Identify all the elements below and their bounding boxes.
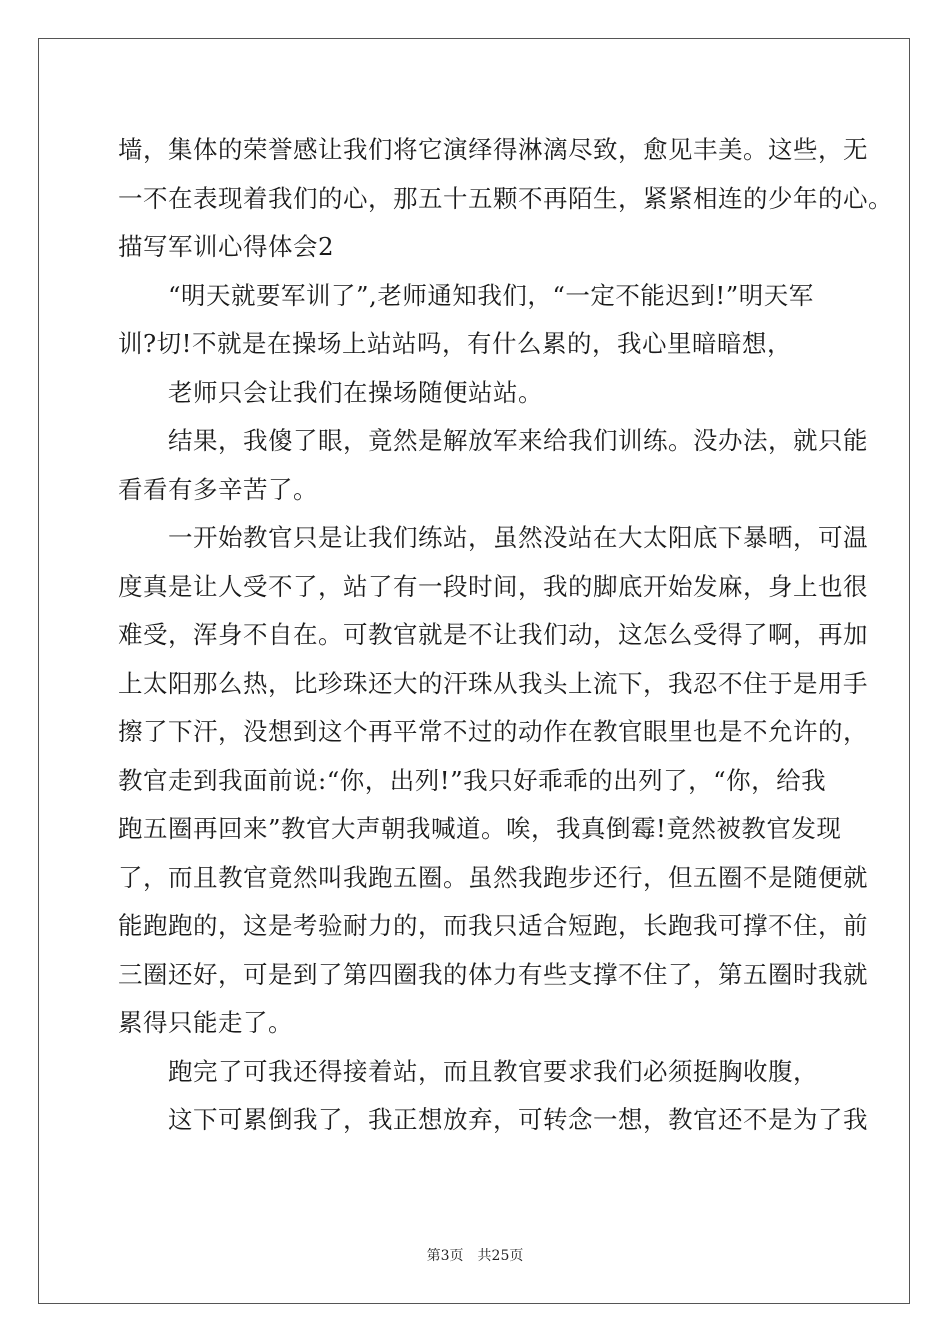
page-footer xyxy=(0,1245,950,1265)
text-line: 三圈还好，可是到了第四圈我的体力有些支撑不住了，第五圈时我就 xyxy=(118,959,868,989)
text-line: 墙，集体的荣誉感让我们将它演绎得淋漓尽致，愈见丰美。这些，无 xyxy=(118,135,868,164)
page-number-current: 第3页 xyxy=(426,1248,464,1264)
text-line: 难受，浑身不自在。可教官就是不让我们动，这怎么受得了啊，再加 xyxy=(118,620,868,649)
text-line: 能跑跑的，这是考验耐力的，而我只适合短跑，长跑我可撑不住，前 xyxy=(118,911,868,940)
text-line: 老师只会让我们在操场随便站站。 xyxy=(168,377,543,407)
text-line: 度真是让人受不了，站了有一段时间，我的脚底开始发麻，身上也很 xyxy=(118,571,868,601)
text-line: 教官走到我面前说:“你，出列!”我只好乖乖的出列了，“你，给我 xyxy=(118,765,827,795)
text-line: 描写军训心得体会2 xyxy=(118,232,335,261)
text-line: 上太阳那么热，比珍珠还大的汗珠从我头上流下，我忍不住于是用手 xyxy=(118,668,868,698)
text-line: 训?切!不就是在操场上站站吗，有什么累的，我心里暗暗想， xyxy=(118,329,792,358)
page-number-total: 共25页 xyxy=(477,1248,524,1264)
text-line: 一不在表现着我们的心，那五十五颗不再陌生，紧紧相连的少年的心。 xyxy=(118,183,893,213)
text-line: 结果，我傻了眼，竟然是解放军来给我们训练。没办法，就只能 xyxy=(168,426,868,455)
text-line: 一开始教官只是让我们练站，虽然没站在大太阳底下暴晒，可温 xyxy=(168,523,868,552)
text-line: 看看有多辛苦了。 xyxy=(118,474,318,504)
text-line: 跑五圈再回来”教官大声朝我喊道。唉，我真倒霉!竟然被教官发现 xyxy=(118,814,842,843)
text-line: 跑完了可我还得接着站，而且教官要求我们必须挺胸收腹， xyxy=(168,1056,818,1086)
text-line: 累得只能走了。 xyxy=(118,1008,293,1037)
text-line: “明天就要军训了”,老师通知我们，“一定不能迟到!”明天军 xyxy=(168,280,814,310)
text-line: 了，而且教官竟然叫我跑五圈。虽然我跑步还行，但五圈不是随便就 xyxy=(118,862,868,892)
text-line: 这下可累倒我了，我正想放弃，可转念一想，教官还不是为了我 xyxy=(168,1105,868,1134)
document-body xyxy=(118,126,893,1145)
text-line: 擦了下汗，没想到这个再平常不过的动作在教官眼里也是不允许的， xyxy=(118,717,868,746)
